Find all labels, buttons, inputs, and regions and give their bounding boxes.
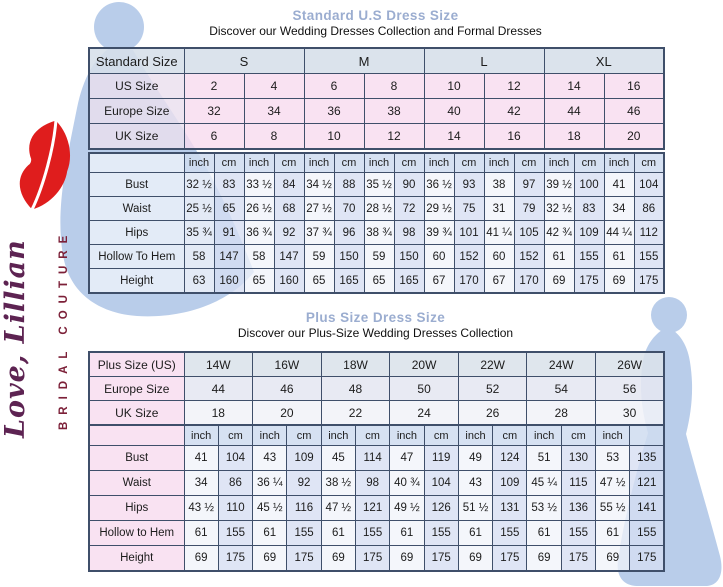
- measure-cell: 69: [544, 269, 574, 294]
- unit-header: inch: [184, 153, 214, 173]
- row-label: US Size: [89, 74, 184, 99]
- row-label: UK Size: [89, 124, 184, 150]
- measure-cell: 105: [514, 221, 544, 245]
- measure-cell: 31: [484, 197, 514, 221]
- size-cell: 46: [253, 377, 322, 401]
- unit-header: cm: [454, 153, 484, 173]
- measure-cell: 69: [527, 546, 561, 572]
- measure-cell: 91: [214, 221, 244, 245]
- unit-header: cm: [334, 153, 364, 173]
- measure-cell: 152: [514, 245, 544, 269]
- size-cell: 26W: [596, 352, 665, 377]
- measure-cell: 150: [334, 245, 364, 269]
- measure-cell: 63: [184, 269, 214, 294]
- row-label: Europe Size: [89, 377, 184, 401]
- size-cell: 32: [184, 99, 244, 124]
- measure-cell: 165: [334, 269, 364, 294]
- standard-table-title: Standard U.S Dress Size: [292, 8, 459, 23]
- measure-cell: 32 ½: [184, 173, 214, 197]
- measure-cell: 47 ½: [321, 496, 355, 521]
- measure-cell: 98: [394, 221, 424, 245]
- measure-cell: 53 ½: [527, 496, 561, 521]
- measure-cell: 45 ½: [253, 496, 287, 521]
- brand-vertical-text: BRIDAL COUTURE: [58, 228, 70, 430]
- row-label: Height: [89, 269, 184, 294]
- measure-cell: 104: [634, 173, 664, 197]
- unit-header: [630, 425, 664, 446]
- measure-cell: 165: [394, 269, 424, 294]
- size-cell: 6: [184, 124, 244, 150]
- measure-cell: 35 ¾: [184, 221, 214, 245]
- measure-cell: 61: [596, 521, 630, 546]
- unit-header: inch: [424, 153, 454, 173]
- size-cell: 38: [364, 99, 424, 124]
- size-cell: 44: [544, 99, 604, 124]
- measure-cell: 155: [424, 521, 458, 546]
- measure-cell: 36 ½: [424, 173, 454, 197]
- measure-cell: 60: [424, 245, 454, 269]
- measure-cell: 34: [184, 471, 218, 496]
- measure-cell: 116: [287, 496, 321, 521]
- measure-cell: 59: [304, 245, 334, 269]
- measure-cell: 65: [364, 269, 394, 294]
- row-label: Europe Size: [89, 99, 184, 124]
- measure-cell: 175: [630, 546, 664, 572]
- measure-cell: 42 ¾: [544, 221, 574, 245]
- size-cell: 2: [184, 74, 244, 99]
- size-cell: 12: [484, 74, 544, 99]
- unit-header: inch: [364, 153, 394, 173]
- measure-cell: 98: [355, 471, 389, 496]
- measure-cell: 36 ¼: [253, 471, 287, 496]
- measure-cell: 28 ½: [364, 197, 394, 221]
- size-cell: 40: [424, 99, 484, 124]
- measure-cell: 34: [604, 197, 634, 221]
- unit-header: inch: [244, 153, 274, 173]
- row-label: Hips: [89, 496, 184, 521]
- plus-table-subtitle: Discover our Plus-Size Wedding Dresses Collection: [237, 326, 514, 340]
- measure-cell: 49: [458, 446, 492, 471]
- size-cell: 18: [544, 124, 604, 150]
- measure-cell: 155: [561, 521, 595, 546]
- measure-cell: 55 ½: [596, 496, 630, 521]
- unit-header: inch: [527, 425, 561, 446]
- measure-cell: 69: [184, 546, 218, 572]
- unit-header: inch: [544, 153, 574, 173]
- measure-cell: 26 ½: [244, 197, 274, 221]
- standard-measurements-table: [88, 152, 665, 294]
- measure-cell: 61: [390, 521, 424, 546]
- measure-cell: 69: [596, 546, 630, 572]
- unit-header: inch: [484, 153, 514, 173]
- plus-table-title: Plus Size Dress Size: [305, 310, 446, 325]
- size-cell: 6: [304, 74, 364, 99]
- size-cell: 20: [604, 124, 664, 150]
- size-cell: 20W: [390, 352, 459, 377]
- size-cell: 20: [253, 401, 322, 426]
- row-label: Waist: [89, 197, 184, 221]
- unit-header: inch: [390, 425, 424, 446]
- measure-cell: 175: [634, 269, 664, 294]
- measure-cell: 109: [287, 446, 321, 471]
- size-cell: 14: [544, 74, 604, 99]
- unit-header: cm: [355, 425, 389, 446]
- standard-table-subtitle: Discover our Wedding Dresses Collection and Formal Dresses: [209, 24, 542, 38]
- size-cell: 26: [458, 401, 527, 426]
- measure-cell: 69: [458, 546, 492, 572]
- measure-cell: 141: [630, 496, 664, 521]
- measure-cell: 93: [454, 173, 484, 197]
- measure-cell: 58: [184, 245, 214, 269]
- measure-cell: 60: [484, 245, 514, 269]
- measure-cell: 115: [561, 471, 595, 496]
- measure-cell: 51: [527, 446, 561, 471]
- row-label: Plus Size (US): [89, 352, 184, 377]
- size-cell: 14: [424, 124, 484, 150]
- measure-cell: 61: [458, 521, 492, 546]
- size-group-header: L: [424, 48, 544, 74]
- measure-cell: 61: [253, 521, 287, 546]
- measure-cell: 155: [493, 521, 527, 546]
- measure-cell: 47: [390, 446, 424, 471]
- size-cell: 8: [244, 124, 304, 150]
- measure-cell: 61: [604, 245, 634, 269]
- size-cell: 10: [424, 74, 484, 99]
- measure-cell: 61: [321, 521, 355, 546]
- measure-cell: 155: [287, 521, 321, 546]
- size-cell: 50: [390, 377, 459, 401]
- measure-cell: 150: [394, 245, 424, 269]
- size-cell: 18W: [321, 352, 390, 377]
- measure-cell: 61: [527, 521, 561, 546]
- measure-cell: 155: [218, 521, 252, 546]
- measure-cell: 33 ½: [244, 173, 274, 197]
- unit-header: cm: [424, 425, 458, 446]
- size-cell: 28: [527, 401, 596, 426]
- measure-cell: 160: [214, 269, 244, 294]
- plus-sizes-table: [88, 351, 665, 426]
- measure-cell: 96: [334, 221, 364, 245]
- row-label: Height: [89, 546, 184, 572]
- measure-cell: 41: [184, 446, 218, 471]
- size-cell: 42: [484, 99, 544, 124]
- size-cell: 48: [321, 377, 390, 401]
- measure-cell: 160: [274, 269, 304, 294]
- plus-measurements-table: [88, 424, 665, 572]
- size-cell: 16: [604, 74, 664, 99]
- measure-cell: 109: [574, 221, 604, 245]
- size-cell: 10: [304, 124, 364, 150]
- size-cell: 22W: [458, 352, 527, 377]
- measure-cell: 84: [274, 173, 304, 197]
- size-cell: 16W: [253, 352, 322, 377]
- measure-cell: 121: [355, 496, 389, 521]
- measure-cell: 135: [630, 446, 664, 471]
- measure-cell: 175: [574, 269, 604, 294]
- measure-cell: 90: [394, 173, 424, 197]
- measure-cell: 152: [454, 245, 484, 269]
- measure-cell: 131: [493, 496, 527, 521]
- measure-cell: 155: [355, 521, 389, 546]
- measure-cell: 47 ½: [596, 471, 630, 496]
- size-cell: 34: [244, 99, 304, 124]
- unit-header: cm: [574, 153, 604, 173]
- measure-cell: 32 ½: [544, 197, 574, 221]
- measure-cell: 37 ¾: [304, 221, 334, 245]
- unit-header: cm: [218, 425, 252, 446]
- measure-cell: 36 ¾: [244, 221, 274, 245]
- measure-cell: 97: [514, 173, 544, 197]
- unit-header: inch: [253, 425, 287, 446]
- measure-cell: 75: [454, 197, 484, 221]
- unit-header: inch: [458, 425, 492, 446]
- unit-header: cm: [214, 153, 244, 173]
- measure-cell: 109: [493, 471, 527, 496]
- row-label: Waist: [89, 471, 184, 496]
- size-cell: 30: [596, 401, 665, 426]
- size-cell: 18: [184, 401, 253, 426]
- size-cell: 8: [364, 74, 424, 99]
- brand-script-text: Love, Lillian: [0, 239, 31, 438]
- measure-cell: 92: [287, 471, 321, 496]
- measure-cell: 38 ¾: [364, 221, 394, 245]
- size-cell: 46: [604, 99, 664, 124]
- measure-cell: 35 ½: [364, 173, 394, 197]
- measure-cell: 29 ½: [424, 197, 454, 221]
- measure-cell: 101: [454, 221, 484, 245]
- measure-cell: 88: [334, 173, 364, 197]
- row-label: Hollow To Hem: [89, 245, 184, 269]
- measure-cell: 79: [514, 197, 544, 221]
- measure-cell: 43: [458, 471, 492, 496]
- unit-header: cm: [287, 425, 321, 446]
- unit-header: cm: [634, 153, 664, 173]
- measure-cell: 49 ½: [390, 496, 424, 521]
- measure-cell: 155: [630, 521, 664, 546]
- measure-cell: 110: [218, 496, 252, 521]
- measure-cell: 83: [214, 173, 244, 197]
- measure-cell: 147: [274, 245, 304, 269]
- measure-cell: 67: [484, 269, 514, 294]
- measure-cell: 83: [574, 197, 604, 221]
- measure-cell: 175: [355, 546, 389, 572]
- unit-header: inch: [304, 153, 334, 173]
- measure-cell: 43: [253, 446, 287, 471]
- row-label: UK Size: [89, 401, 184, 426]
- measure-cell: 67: [424, 269, 454, 294]
- measure-cell: 72: [394, 197, 424, 221]
- unit-header: cm: [514, 153, 544, 173]
- measure-cell: 175: [424, 546, 458, 572]
- measure-cell: 45 ¼: [527, 471, 561, 496]
- measure-cell: 119: [424, 446, 458, 471]
- measure-cell: 104: [424, 471, 458, 496]
- measure-cell: 41 ¼: [484, 221, 514, 245]
- size-cell: 24W: [527, 352, 596, 377]
- measure-cell: 170: [514, 269, 544, 294]
- size-cell: 16: [484, 124, 544, 150]
- unit-header: cm: [493, 425, 527, 446]
- measure-cell: 175: [287, 546, 321, 572]
- measure-cell: 39 ¾: [424, 221, 454, 245]
- standard-sizes-table: [88, 47, 665, 150]
- measure-cell: 65: [244, 269, 274, 294]
- size-group-header: M: [304, 48, 424, 74]
- measure-cell: 170: [454, 269, 484, 294]
- measure-cell: 45: [321, 446, 355, 471]
- measure-cell: 114: [355, 446, 389, 471]
- measure-cell: 38: [484, 173, 514, 197]
- size-cell: 44: [184, 377, 253, 401]
- measure-cell: 61: [184, 521, 218, 546]
- measure-cell: 69: [390, 546, 424, 572]
- corner-header: Standard Size: [89, 48, 184, 74]
- size-cell: 14W: [184, 352, 253, 377]
- measure-cell: 69: [604, 269, 634, 294]
- measure-cell: 61: [544, 245, 574, 269]
- size-cell: 24: [390, 401, 459, 426]
- measure-cell: 126: [424, 496, 458, 521]
- corner-blank: [89, 425, 184, 446]
- measure-cell: 27 ½: [304, 197, 334, 221]
- measure-cell: 175: [561, 546, 595, 572]
- measure-cell: 86: [218, 471, 252, 496]
- row-label: Hollow to Hem: [89, 521, 184, 546]
- corner-blank: [89, 153, 184, 173]
- size-group-header: S: [184, 48, 304, 74]
- measure-cell: 65: [304, 269, 334, 294]
- measure-cell: 70: [334, 197, 364, 221]
- measure-cell: 38 ½: [321, 471, 355, 496]
- unit-header: inch: [604, 153, 634, 173]
- unit-header: inch: [184, 425, 218, 446]
- measure-cell: 51 ½: [458, 496, 492, 521]
- measure-cell: 25 ½: [184, 197, 214, 221]
- measure-cell: 155: [574, 245, 604, 269]
- measure-cell: 124: [493, 446, 527, 471]
- size-cell: 54: [527, 377, 596, 401]
- unit-header: cm: [394, 153, 424, 173]
- measure-cell: 69: [253, 546, 287, 572]
- measure-cell: 34 ½: [304, 173, 334, 197]
- unit-header: cm: [561, 425, 595, 446]
- measure-cell: 58: [244, 245, 274, 269]
- size-cell: 52: [458, 377, 527, 401]
- row-label: Hips: [89, 221, 184, 245]
- size-cell: 56: [596, 377, 665, 401]
- measure-cell: 104: [218, 446, 252, 471]
- size-cell: 22: [321, 401, 390, 426]
- measure-cell: 53: [596, 446, 630, 471]
- measure-cell: 155: [634, 245, 664, 269]
- measure-cell: 175: [218, 546, 252, 572]
- measure-cell: 175: [493, 546, 527, 572]
- size-cell: 12: [364, 124, 424, 150]
- unit-header: inch: [596, 425, 630, 446]
- measure-cell: 100: [574, 173, 604, 197]
- unit-header: inch: [321, 425, 355, 446]
- measure-cell: 121: [630, 471, 664, 496]
- unit-header: cm: [274, 153, 304, 173]
- measure-cell: 112: [634, 221, 664, 245]
- measure-cell: 44 ¼: [604, 221, 634, 245]
- measure-cell: 92: [274, 221, 304, 245]
- measure-cell: 43 ½: [184, 496, 218, 521]
- measure-cell: 136: [561, 496, 595, 521]
- size-cell: 36: [304, 99, 364, 124]
- row-label: Bust: [89, 446, 184, 471]
- measure-cell: 147: [214, 245, 244, 269]
- measure-cell: 39 ½: [544, 173, 574, 197]
- measure-cell: 86: [634, 197, 664, 221]
- measure-cell: 130: [561, 446, 595, 471]
- measure-cell: 69: [321, 546, 355, 572]
- measure-cell: 41: [604, 173, 634, 197]
- measure-cell: 59: [364, 245, 394, 269]
- row-label: Bust: [89, 173, 184, 197]
- measure-cell: 65: [214, 197, 244, 221]
- size-group-header: XL: [544, 48, 664, 74]
- measure-cell: 68: [274, 197, 304, 221]
- measure-cell: 40 ¾: [390, 471, 424, 496]
- size-cell: 4: [244, 74, 304, 99]
